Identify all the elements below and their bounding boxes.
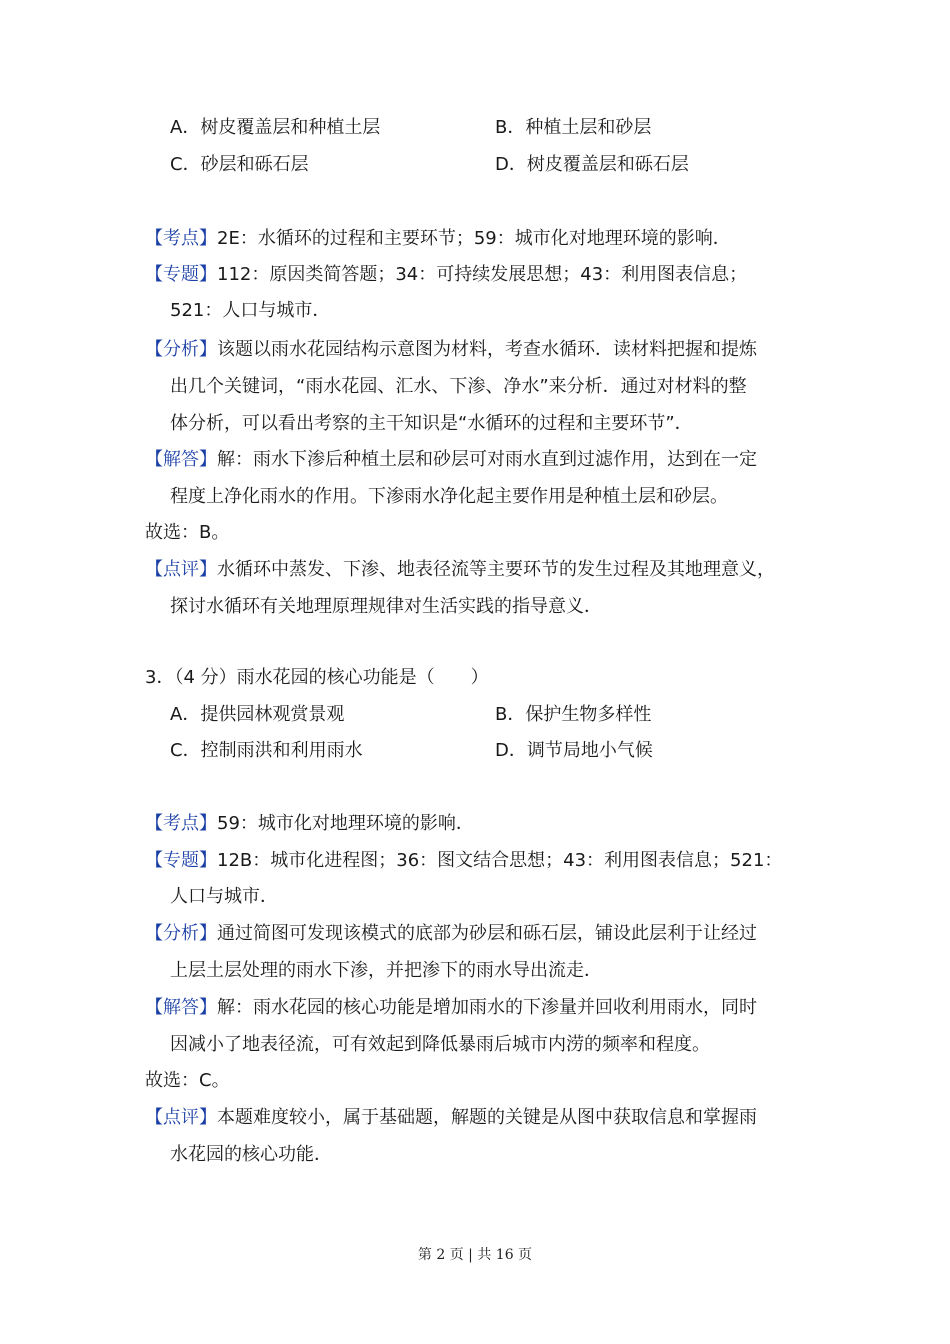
zhuanti-tag: 【专题】 <box>145 264 217 285</box>
jieda-tag: 【解答】 <box>145 449 217 470</box>
option-d: D．树皮覆盖层和砾石层 <box>495 154 689 175</box>
option-b: B．保护生物多样性 <box>495 704 652 725</box>
zhuanti-tag: 【专题】 <box>145 850 217 871</box>
kaodian-text: 59：城市化对地理环境的影响． <box>217 813 474 834</box>
option-c: C．砂层和砾石层 <box>170 154 309 175</box>
page-footer: 第 2 页 | 共 16 页 <box>417 1247 533 1263</box>
option-a: A．提供园林观赏景观 <box>170 704 345 725</box>
fenxi-line-1: 该题以雨水花园结构示意图为材料，考查水循环．读材料把握和提炼 <box>217 339 757 360</box>
zhuanti-line-2: 人口与城市． <box>170 886 278 907</box>
dianping-tag: 【点评】 <box>145 559 217 580</box>
jieda-tag: 【解答】 <box>145 997 217 1018</box>
fenxi-tag: 【分析】 <box>145 339 217 360</box>
jieda-line-2: 程度上净化雨水的作用。下渗雨水净化起主要作用是种植土层和砂层。 <box>170 486 728 507</box>
fenxi-line-1: 通过简图可发现该模式的底部为砂层和砾石层，铺设此层利于让经过 <box>217 923 757 944</box>
kaodian-text: 2E：水循环的过程和主要环节；59：城市化对地理环境的影响． <box>217 228 731 249</box>
dianping-line-2: 水花园的核心功能． <box>170 1144 332 1165</box>
question-stem: 3．（4 分）雨水花园的核心功能是（ ） <box>145 667 489 688</box>
option-a: A．树皮覆盖层和种植土层 <box>170 117 381 138</box>
fenxi-tag: 【分析】 <box>145 923 217 944</box>
zhuanti-line-1: 112：原因类简答题；34：可持续发展思想；43：利用图表信息； <box>217 264 748 285</box>
dianping-line-1: 本题难度较小，属于基础题，解题的关键是从图中获取信息和掌握雨 <box>217 1107 757 1128</box>
kaodian-tag: 【考点】 <box>145 813 217 834</box>
zhuanti-line-1: 12B：城市化进程图；36：图文结合思想；43：利用图表信息；521： <box>217 850 783 871</box>
jieda-line-2: 因减小了地表径流，可有效起到降低暴雨后城市内涝的频率和程度。 <box>170 1034 710 1055</box>
kaodian-tag: 【考点】 <box>145 228 217 249</box>
answer-text: 故选：C。 <box>145 1070 230 1091</box>
dianping-line-2: 探讨水循环有关地理原理规律对生活实践的指导意义． <box>170 596 602 617</box>
fenxi-line-2: 出几个关键词，“雨水花园、汇水、下渗、净水”来分析．通过对材料的整 <box>170 376 747 397</box>
answer-text: 故选：B。 <box>145 522 230 543</box>
fenxi-line-2: 上层土层处理的雨水下渗，并把渗下的雨水导出流走． <box>170 960 602 981</box>
fenxi-line-3: 体分析，可以看出考察的主干知识是“水循环的过程和主要环节”． <box>170 413 693 434</box>
jieda-line-1: 解：雨水下渗后种植土层和砂层可对雨水直到过滤作用，达到在一定 <box>217 449 757 470</box>
dianping-tag: 【点评】 <box>145 1107 217 1128</box>
zhuanti-line-2: 521：人口与城市． <box>170 300 331 321</box>
jieda-line-1: 解：雨水花园的核心功能是增加雨水的下渗量并回收利用雨水，同时 <box>217 997 757 1018</box>
option-d: D．调节局地小气候 <box>495 740 653 761</box>
option-b: B．种植土层和砂层 <box>495 117 652 138</box>
option-c: C．控制雨洪和利用雨水 <box>170 740 363 761</box>
dianping-line-1: 水循环中蒸发、下渗、地表径流等主要环节的发生过程及其地理意义， <box>217 559 775 580</box>
